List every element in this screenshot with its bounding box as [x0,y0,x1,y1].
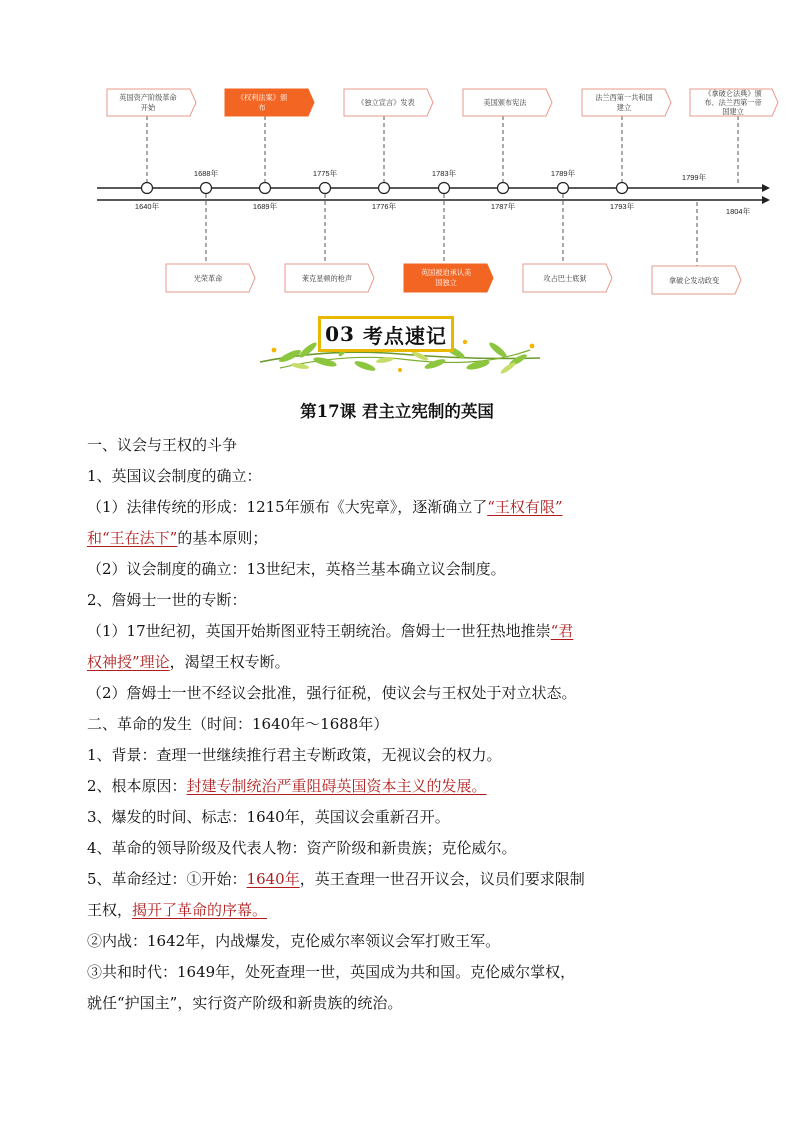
year-below-5: 1793年 [609,202,635,211]
text-segment: 王权， [87,901,133,919]
key-point: 揭开了革命的序幕。 [132,901,268,919]
text-line [87,647,727,678]
key-point: “君 [550,622,574,640]
year-above-1: 1688年 [193,169,219,178]
year-below-1: 1640年 [134,202,160,211]
node-1689 [260,183,271,194]
section-title: 考点速记 [362,323,447,348]
event-bottom-1-text: 光荣革命 [193,274,223,283]
event-top-2-text-2: 布 [258,103,266,112]
event-top-6-text: 《拿破仑法典》颁 [704,89,762,98]
year-above-3: 1783年 [431,169,457,178]
node-1688 [201,183,212,194]
event-bottom-2-text: 莱克星顿的枪声 [301,274,353,283]
text-segment: 5、革命经过：①开始： [87,870,247,888]
event-bottom-3-text: 英国被迫承认美 [420,268,472,277]
timeline-arrow-lower [762,196,770,204]
text-line: ②内战：1642年，内战爆发，克伦威尔率领议会军打败王军。 [87,932,501,950]
event-top-1-text-2: 开始 [140,103,156,112]
event-top-3-text: 《独立宣言》发表 [357,98,415,107]
section-number: 03 [325,322,355,346]
text-line [87,616,727,647]
text-line [87,523,727,554]
event-top-5-text: 法兰西第一共和国 [595,93,653,102]
node-1789 [558,183,569,194]
year-above-2: 1775年 [312,169,338,178]
year-below-6: 1804年 [725,207,751,216]
event-bottom-3-text-2: 国独立 [435,278,457,287]
heading-1: 一、议会与王权的斗争 [87,436,238,454]
text-segment: （1）17世纪初，英国开始斯图亚特王朝统治。詹姆士一世狂热地推崇 [87,622,551,640]
key-point: 封建专制统治严重阻碍英国资本主义的发展。 [186,777,487,795]
text-line [87,864,727,895]
text-line: （2）詹姆士一世不经议会批准，强行征税，使议会与王权处于对立状态。 [87,684,577,702]
section-banner [250,310,550,380]
node-1776 [379,183,390,194]
node-1793 [617,183,628,194]
year-below-2: 1689年 [252,202,278,211]
event-top-2-text: 《权利法案》颁 [236,93,288,102]
node-1775 [320,183,331,194]
heading-2: 二、革命的发生（时间：1640年～1688年） [87,715,389,733]
year-below-4: 1787年 [490,202,516,211]
text-line: 3、爆发的时间、标志：1640年，英国议会重新召开。 [87,808,450,826]
text-line: ③共和时代：1649年，处死查理一世，英国成为共和国。克伦威尔掌权， [87,963,576,981]
history-timeline [0,0,794,310]
notes-content [87,430,727,1019]
event-top-4-text: 美国颁布宪法 [483,98,527,107]
node-1787 [498,183,509,194]
text-line [87,771,727,802]
text-line: 1、背景：查理一世继续推行君主专断政策，无视议会的权力。 [87,746,502,764]
subheading-2: 2、詹姆士一世的专断： [87,591,247,609]
text-line: 4、革命的领导阶级及代表人物：资产阶级和新贵族；克伦威尔。 [87,839,517,857]
text-line [87,895,727,926]
text-line: （2）议会制度的确立：13世纪末，英格兰基本确立议会制度。 [87,560,506,578]
text-line: 就任“护国主”，实行资产阶级和新贵族的统治。 [87,994,403,1012]
text-segment: 的基本原则； [177,529,268,547]
event-top-5-text-2: 建立 [616,103,632,112]
text-line [87,492,727,523]
key-point: 1640年 [246,870,300,888]
key-point: 和“王在法下” [87,529,178,547]
text-segment: ，渴望王权专断。 [169,653,290,671]
text-segment: （1）法律传统的形成：1215年颁布《大宪章》，逐渐确立了 [87,498,488,516]
event-top-1-text: 英国资产阶级革命 [119,93,177,102]
node-1640 [142,183,153,194]
year-above-5: 1799年 [681,173,707,182]
event-top-6-text-3: 国建立 [722,107,744,116]
subheading-1: 1、英国议会制度的确立： [87,467,262,485]
event-bottom-4-text: 攻占巴士底狱 [543,274,587,283]
year-below-3: 1776年 [371,202,397,211]
section-title-box [318,316,454,352]
text-segment: ，英王查理一世召开议会，议员们要求限制 [299,870,585,888]
event-top-6-text-2: 布、法兰西第一帝 [704,98,762,107]
lesson-title: 第17课 君主立宪制的英国 [300,402,494,421]
key-point: 权神授”理论 [87,653,170,671]
event-bottom-5-text: 拿破仑发动政变 [668,276,720,285]
key-point: “王权有限” [487,498,563,516]
year-above-4: 1789年 [550,169,576,178]
node-1783 [439,183,450,194]
text-segment: 2、根本原因： [87,777,187,795]
timeline-arrow-upper [762,184,770,192]
